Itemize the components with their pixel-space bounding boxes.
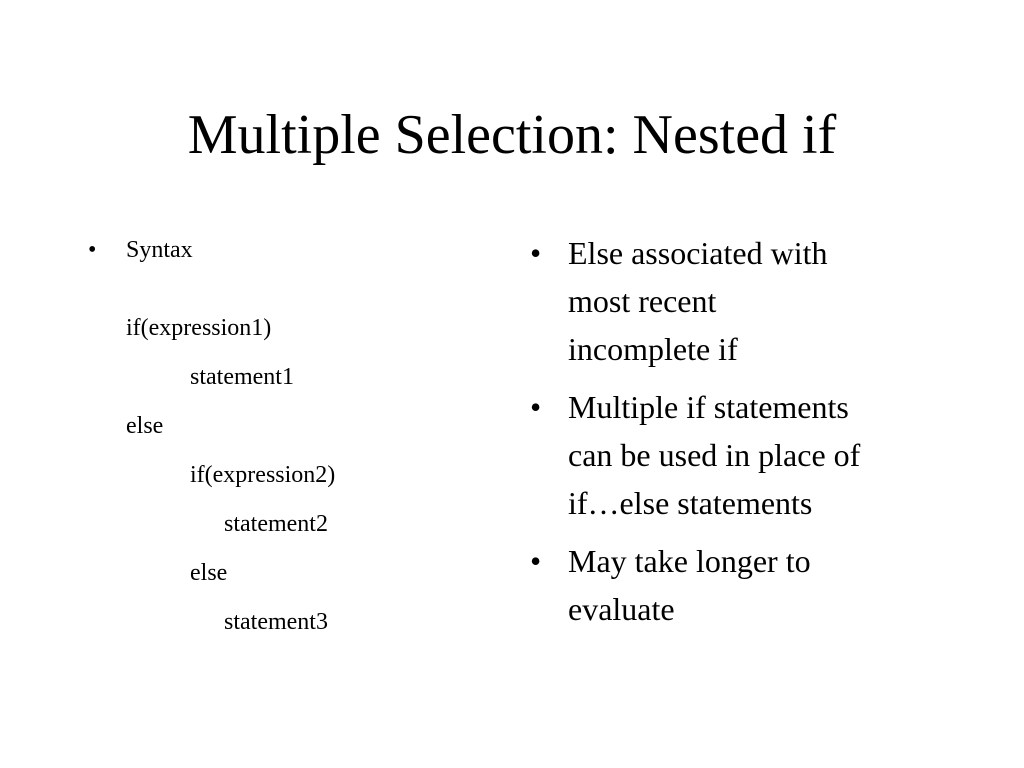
code-line-else-inner: else	[190, 560, 228, 586]
note-line: if…else statements	[568, 485, 813, 521]
note-line: most recent	[568, 283, 717, 319]
note-bullet-else-association	[530, 229, 950, 373]
syntax-bullet	[88, 230, 488, 270]
code-line-if-expression2: if(expression2)	[190, 462, 336, 488]
code-line-if-expression1: if(expression1)	[126, 315, 272, 341]
slide-title: Multiple Selection: Nested if	[187, 104, 837, 166]
bullet-icon: •	[530, 235, 542, 271]
code-line-statement3: statement3	[224, 609, 328, 635]
bullet-icon: •	[530, 389, 542, 425]
syntax-column	[88, 230, 488, 653]
code-line-statement1: statement1	[190, 364, 294, 390]
note-bullet-evaluation-time	[530, 537, 950, 633]
syntax-label: Syntax	[126, 237, 193, 263]
note-bullet-multiple-if	[530, 383, 950, 527]
bullet-icon: •	[530, 543, 542, 579]
code-line-else-outer: else	[126, 413, 164, 439]
bullet-icon: •	[88, 237, 97, 263]
note-line: can be used in place of	[568, 437, 861, 473]
notes-column	[530, 229, 950, 643]
note-line: Else associated with	[568, 235, 828, 271]
note-line: incomplete if	[568, 331, 738, 367]
note-line: evaluate	[568, 591, 675, 627]
code-block	[88, 310, 488, 653]
code-line-statement2: statement2	[224, 511, 328, 537]
note-line: May take longer to	[568, 543, 811, 579]
note-line: Multiple if statements	[568, 389, 849, 425]
